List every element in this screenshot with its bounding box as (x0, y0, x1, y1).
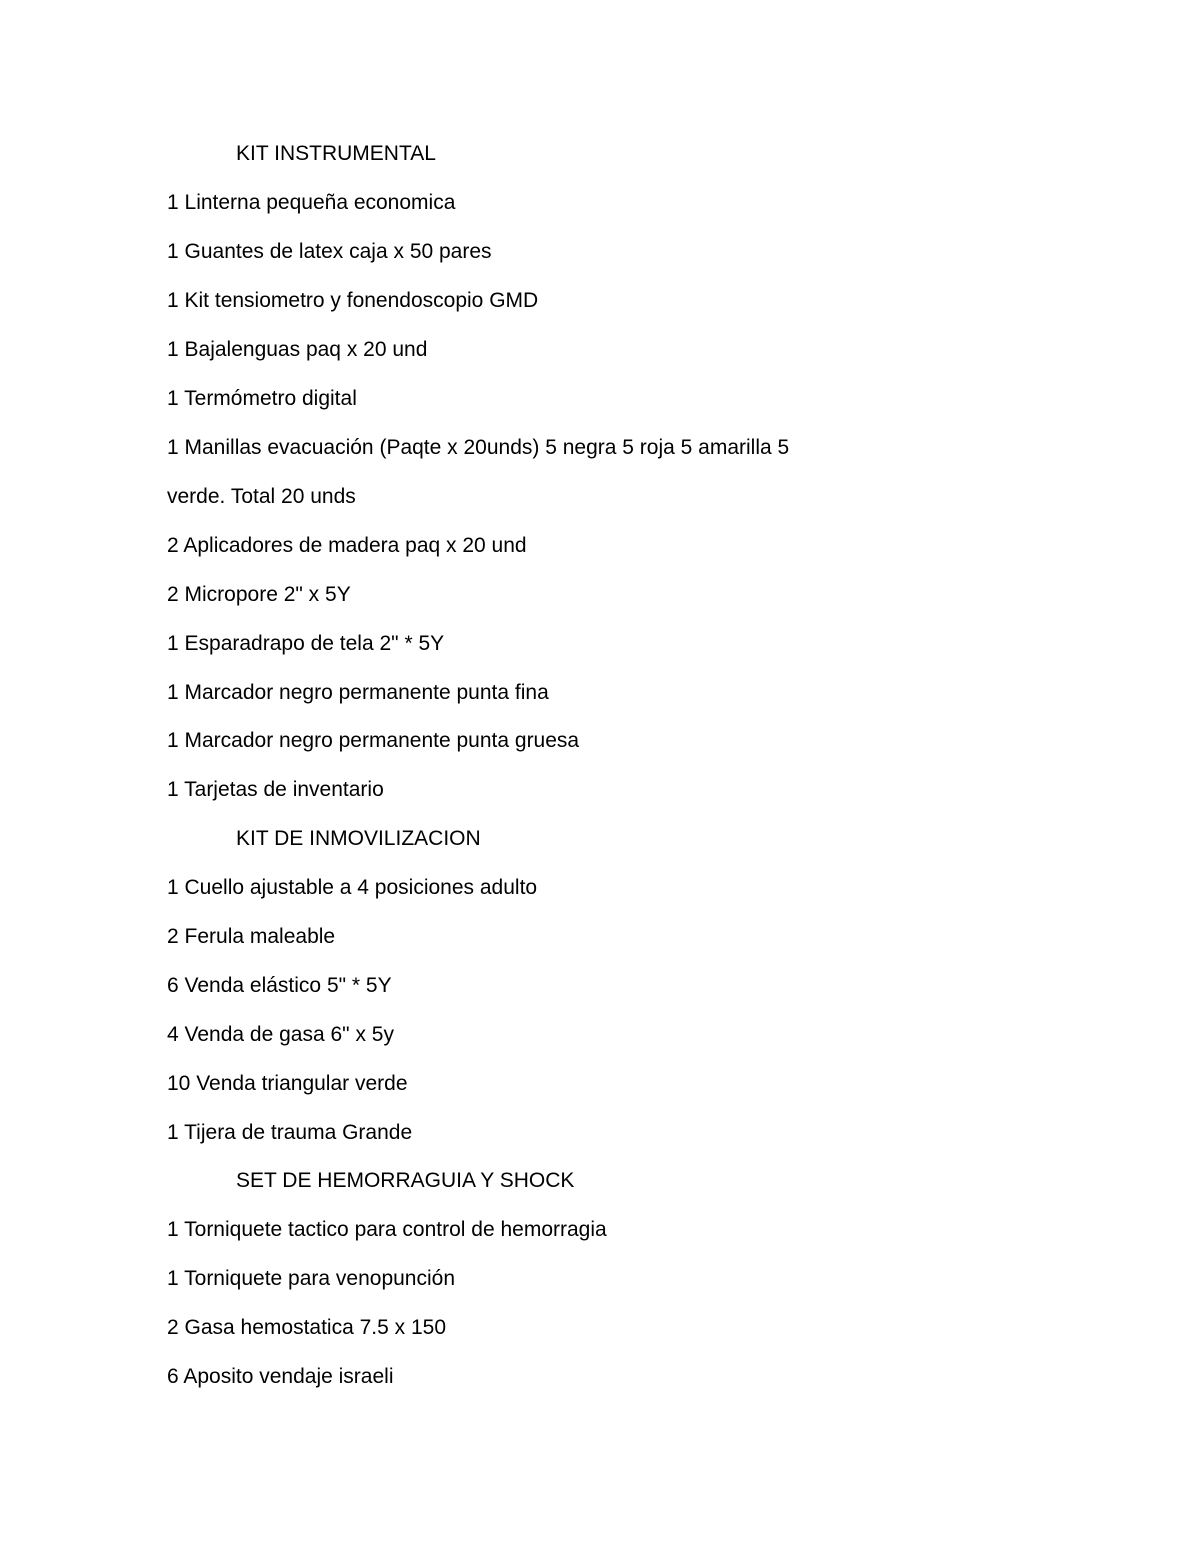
list-item: 2 Ferula maleable (167, 925, 336, 948)
list-item: 2 Aplicadores de madera paq x 20 und (167, 534, 527, 557)
section-heading-kit-instrumental: KIT INSTRUMENTAL (236, 142, 436, 165)
list-item: 1 Bajalenguas paq x 20 und (167, 338, 428, 361)
list-item: 6 Aposito vendaje israeli (167, 1365, 394, 1388)
list-item: 1 Torniquete tactico para control de hemorragia (167, 1218, 607, 1241)
list-item: 2 Gasa hemostatica 7.5 x 150 (167, 1316, 446, 1339)
section-heading-set-de-hemorraguia-y-shock: SET DE HEMORRAGUIA Y SHOCK (236, 1169, 575, 1192)
list-item: 4 Venda de gasa 6" x 5y (167, 1023, 394, 1046)
list-item: 1 Termómetro digital (167, 387, 357, 410)
list-item: 1 Marcador negro permanente punta gruesa (167, 729, 580, 752)
list-item-continuation: verde. Total 20 unds (167, 485, 356, 508)
list-item: 10 Venda triangular verde (167, 1072, 408, 1095)
list-item: 6 Venda elástico 5" * 5Y (167, 974, 392, 997)
list-item: 1 Guantes de latex caja x 50 pares (167, 240, 492, 263)
list-item: 1 Tarjetas de inventario (167, 778, 384, 801)
list-item: 1 Marcador negro permanente punta fina (167, 681, 549, 704)
list-item: 2 Micropore 2" x 5Y (167, 583, 351, 606)
list-item: 1 Esparadrapo de tela 2" * 5Y (167, 632, 445, 655)
list-item: 1 Cuello ajustable a 4 posiciones adulto (167, 876, 538, 899)
section-heading-kit-de-inmovilizacion: KIT DE INMOVILIZACION (236, 827, 481, 850)
list-item: 1 Linterna pequeña economica (167, 191, 456, 214)
list-item: 1 Tijera de trauma Grande (167, 1121, 413, 1144)
list-item: 1 Torniquete para venopunción (167, 1267, 456, 1290)
list-item: 1 Manillas evacuación (Paqte x 20unds) 5 negra 5 roja 5 amarilla 5 (167, 436, 790, 459)
list-item: 1 Kit tensiometro y fonendoscopio GMD (167, 289, 539, 312)
